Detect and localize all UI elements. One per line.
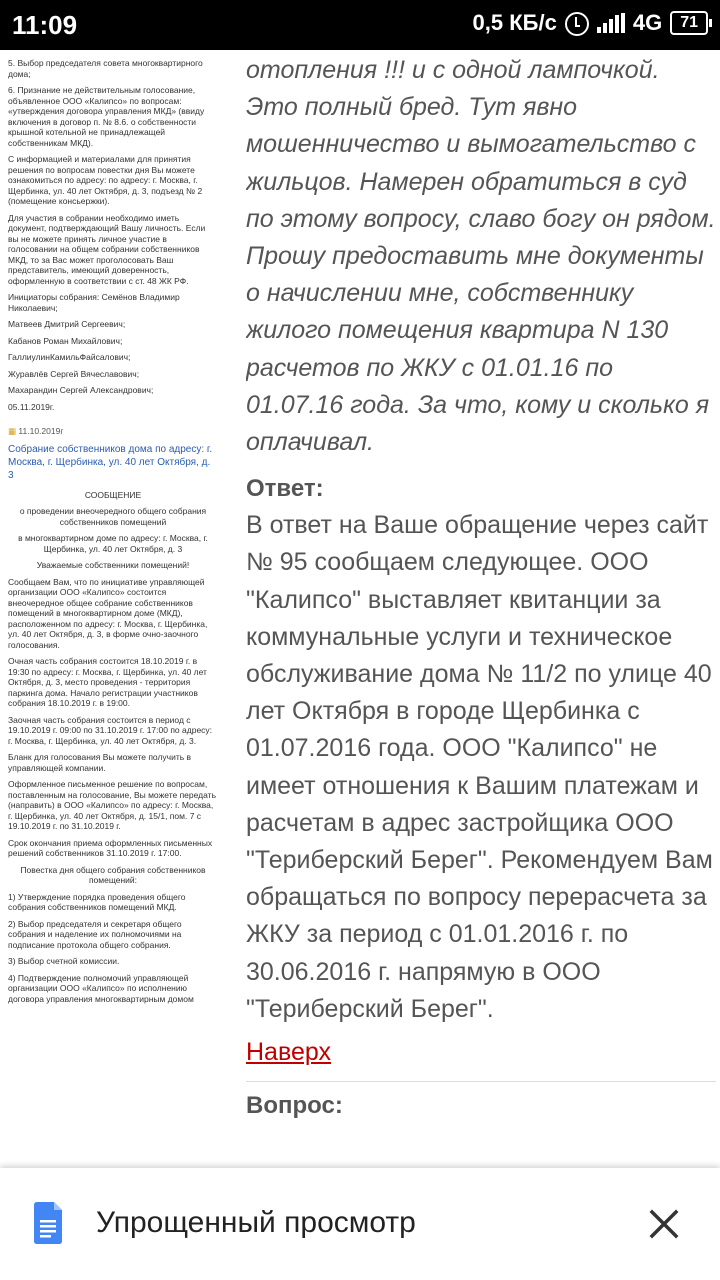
message-subheading: о проведении внеочередного общего собрания собственников помещений <box>19 506 207 527</box>
agenda-item: 4) Подтверждение полномочий управляющей организации ООО «Калипсо» по исполнению договора управления многоквартирным домом <box>8 972 194 1004</box>
left-item: Оформленное письменное решение по вопросам, поставленным на голосование, Вы можете передать (направить) в ООО «Калипсо» по адресу: г. Москва, г. Щербинка, ул. 40 лет Октября, д. 15/1, пом. 7 с 19.10.2019 г. по 31.10.2019 г. <box>8 779 217 831</box>
status-icons <box>473 10 708 36</box>
left-item: Матвеев Дмитрий Сергеевич; <box>8 319 126 329</box>
status-time: 11:09 <box>12 10 78 40</box>
calendar-icon: ▦ <box>8 426 17 436</box>
left-item: Очная часть собрания состоится 18.10.2019 г. в 19:30 по адресу: г. Москва, г. Щербинка, ул. 40 лет Октября, д. 3, место проведения - территория паркинга дома. Начало регистрации участников собрания 18.10.2019 г. в 19:00. <box>8 656 207 708</box>
agenda-item: 2) Выбор председателя и секретаря общего собрания и наделение их полномочиями на подписание протокола общего собрания. <box>8 918 182 950</box>
left-column <box>8 58 218 1168</box>
battery-icon <box>670 11 708 35</box>
agenda-item: 3) Выбор счетной комиссии. <box>8 956 120 966</box>
left-item: С информацией и материалами для принятия решения по вопросам повестки дня Вы можете ознакомиться по адресу: по адресу: г. Москва, г. Щербинка, ул. 40 лет Октября, д. 3, подъезд № 2 (помещение консьержки). <box>8 154 203 206</box>
left-item: Сообщаем Вам, что по инициативе управляющей организации ООО «Калипсо» состоится внеочередное общее собрание собственников помещений в многоквартирном доме (МКД), расположенном по адресу: г. Москва, г. Щербинка, ул. 40 лет Октября, д. 3, в форме очно-заочного голосования. <box>8 576 208 650</box>
left-item: ГаллиулинКамильФайсалович; <box>8 352 131 362</box>
main-content <box>246 50 716 1168</box>
left-item: Кабанов Роман Михайлович; <box>8 335 123 346</box>
post-link[interactable]: Собрание собственников дома по адресу: г. Москва, г. Щербинка, ул. 40 лет Октября, д. 3 <box>8 443 213 481</box>
left-item: Журавлёв Сергей Вячеславович; <box>8 368 140 379</box>
left-item: Бланк для голосования Вы можете получить в управляющей компании. <box>8 752 192 773</box>
google-docs-icon[interactable] <box>34 1202 62 1244</box>
left-item: Срок окончания приема оформленных письменных решений собственников 31.10.2019 г. 17:00. <box>8 837 213 858</box>
post-date-text: 11.10.2019г <box>18 426 64 436</box>
agenda-item: 1) Утверждение порядка проведения общего собрания собственников помещений МКД. <box>8 891 186 912</box>
question-label: Вопрос: <box>246 1092 343 1120</box>
simplified-view-title[interactable]: Упрощенный просмотр <box>96 1206 416 1239</box>
left-item: 6. Признание не действительным голосование, объявленное ООО «Калипсо» по вопросам: «утверждения договора управления МКД» (ввиду включения в договор п. № 8.6. о собственности крышной котельной не принадлежащей собственникам МКД). <box>8 85 205 148</box>
left-item: Заочная часть собрания состоится в период с 19.10.2019 г. 09:00 по 31.10.2019 г. 17:00 по адресу: г. Москва, г. Щербинка, ул. 40 лет Октября, д. 3. <box>8 714 213 746</box>
left-item: Для участия в собрании необходимо иметь документ, подтверждающий Вашу личность. Если вы не можете принять личное участие в голосовании на общем собрании собственников МКД, то за Вас может проголосовать Ваш представитель, имеющий доверенность, оформленную в соответствии с ст. 48 ЖК РФ. <box>8 212 206 286</box>
signal-icon <box>597 13 625 33</box>
status-bar <box>0 0 720 50</box>
left-item: 05.11.2019г. <box>8 401 55 412</box>
answer-label: Ответ: <box>246 475 324 503</box>
left-item: Инициаторы собрания: Семёнов Владимир Николаевич; <box>8 292 180 313</box>
left-item: 5. Выбор председателя совета многоквартирного дома; <box>8 58 203 79</box>
greeting: Уважаемые собственники помещений! <box>36 560 190 570</box>
question-text: отопления !!! и с одной лампочкой. Это полный бред. Тут явно мошенничество и вымогательство с жильцов. Намерен обратиться в суд по этому вопросу, славо богу он рядом. Прошу предоставить мне документы о начислении мне, собственнику жилого помещения квартира N 130 расчетов по ЖКУ с 01.01.16 по 01.07.16 года. За что, кому и сколько я оплачивал. <box>246 56 716 457</box>
message-subheading-2: в многоквартирном доме по адресу: г. Москва, г. Щербинка, ул. 40 лет Октября, д. 3 <box>18 533 208 554</box>
network-speed: 0,5 КБ/с <box>472 10 557 35</box>
answer-text: В ответ на Ваше обращение через сайт № 95 сообщаем следующее. ООО "Калипсо" выставляет квитанции за коммунальные услуги и техническое обслуживание дома № 11/2 по улице 40 лет Октября в городе Щербинка с 01.07.2016 года. ООО "Калипсо" не имеет отношения к Вашим платежам и расчетам в адрес застройщика ООО "Териберский Берег". Рекомендуем Вам обращаться по вопросу перерасчета за ЖКУ за период с 01.01.2016 г. по 30.06.2016 г. напрямую в ООО "Териберский Берег". <box>246 511 713 1023</box>
battery-level: 71 <box>680 14 698 31</box>
network-type: 4G <box>632 10 663 35</box>
post-date <box>8 426 218 437</box>
back-to-top-link[interactable]: Наверх <box>246 1038 331 1067</box>
message-heading: СООБЩЕНИЕ <box>84 489 142 500</box>
close-icon[interactable] <box>644 1204 684 1244</box>
left-item: Махарандин Сергей Александрович; <box>8 385 154 395</box>
divider <box>246 1081 716 1082</box>
agenda-title: Повестка дня общего собрания собственников помещений: <box>20 864 206 885</box>
alarm-icon <box>565 12 589 36</box>
